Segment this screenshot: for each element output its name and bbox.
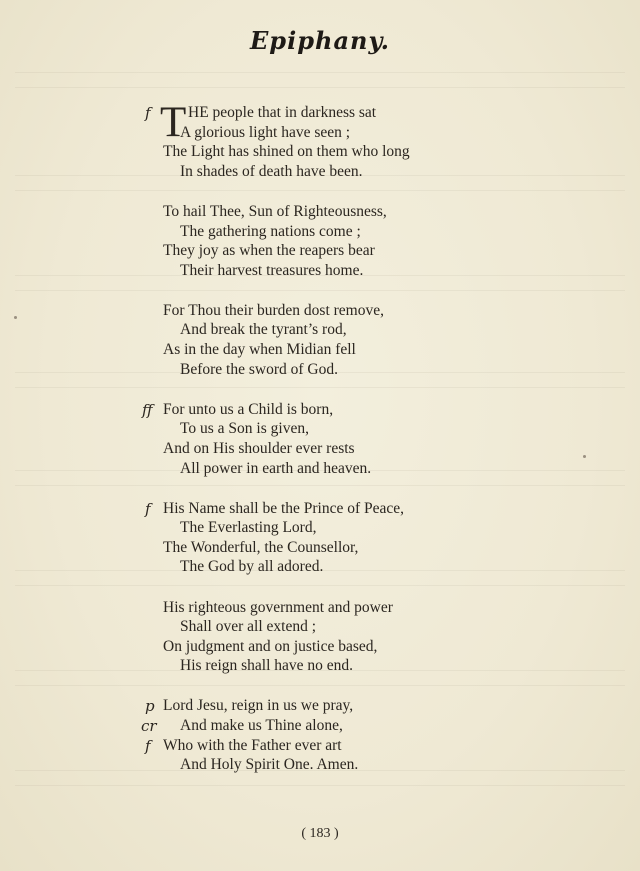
verse-line: A glorious light have seen ; [180,123,351,141]
verse-line: Lord Jesu, reign in us we pray, [163,697,354,715]
verse-line: In shades of death have been. [180,162,363,180]
dynamic-mark: cr [141,717,157,735]
verse-line: To us a Son is given, [180,420,309,438]
verse-line: The Wonderful, the Counsellor, [163,538,359,556]
verse-line: As in the day when Midian fell [163,341,356,358]
page-number: ( 183 ) [301,826,339,841]
verse-line: The God by all adored. [180,558,324,576]
verse-line: And break the tyrant’s rod, [180,321,347,339]
dynamic-mark: f [145,736,151,755]
dynamic-mark: p [145,697,155,716]
verse-line: Their harvest treasures home. [180,261,364,279]
dynamic-mark: ff [142,400,153,419]
paper-speck [583,455,586,458]
verse-line: The gathering nations come ; [180,222,361,240]
verse-line: To hail Thee, Sun of Righteousness, [163,202,387,220]
verse-line: On judgment and on justice based, [163,637,378,655]
verse-line: His reign shall have no end. [180,657,354,675]
verse-line: For Thou their burden dost remove, [163,301,384,319]
dynamic-mark: f [145,499,151,518]
verse-line: Before the sword of God. [180,360,338,378]
drop-cap: T [160,99,187,146]
verse-line: All power in earth and heaven. [180,459,372,477]
verse-line: The Light has shined on them who long [163,143,410,161]
verse-line: And on His shoulder ever rests [163,439,355,457]
verse-line: The Everlasting Lord, [180,519,317,537]
page-title: Epiphany. [250,26,390,55]
verse-line: His righteous government and power [163,598,393,616]
bleed-through-staff [15,72,625,88]
verse-line: They joy as when the reapers bear [163,242,375,260]
verse-line: HE people that in darkness sat [188,104,377,121]
dynamic-mark: f [145,104,151,122]
verse-line: Who with the Father ever art [163,736,342,754]
verse-line: For unto us a Child is born, [163,400,334,418]
verse-line: And Holy Spirit One. Amen. [180,756,359,774]
verse-line: And make us Thine alone, [180,717,343,734]
verse-line: Shall over all extend ; [180,618,317,636]
paper-speck [14,316,17,319]
verse-line: His Name shall be the Prince of Peace, [163,499,405,517]
